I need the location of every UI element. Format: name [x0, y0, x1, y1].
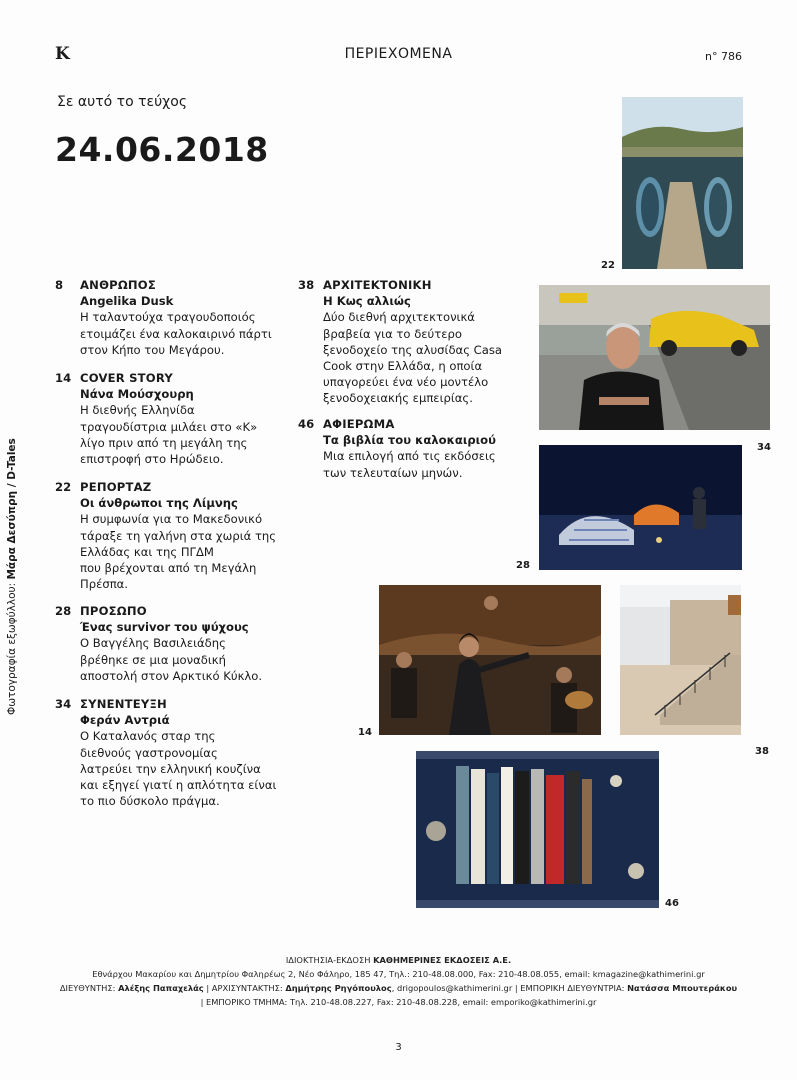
entry-desc-line: Δύο διεθνή αρχιτεκτονικά [323, 310, 475, 325]
commercial-director-name: Νατάσσα Μπουτεράκου [627, 983, 738, 993]
entry-page: 14 [55, 371, 72, 385]
entry-page: 22 [55, 480, 72, 494]
entry-desc-line: διεθνούς γαστρονομίας [80, 745, 218, 760]
commercial-director-label: , drigopoulos@kathimerini.gr | ΕΜΠΟΡΙΚΗ ΔΙΕΥΘΥΝΤΡΙΑ: [391, 983, 625, 993]
page-number: 3 [395, 1042, 402, 1053]
owner-name: ΚΑΘΗΜΕΡΙΝΕΣ ΕΚΔΟΣΕΙΣ Α.Ε. [373, 955, 512, 965]
entry-desc-line: Η διεθνής Ελληνίδα [80, 403, 195, 418]
photo-page-label: 34 [757, 442, 771, 453]
entry-desc-line: Ελλάδας και της ΠΓΔΜ [80, 544, 214, 559]
masthead-line-address: Εθνάρχου Μακαρίου και Δημητρίου Φαληρέως 2, Νέο Φάληρο, 185 47, Τηλ.: 210-48.08.000, Fax: 210-48.08.055, email: kmagazine@kathimerini.gr [92, 969, 705, 979]
photo-architecture[interactable] [620, 585, 741, 735]
cover-photo-credit [6, 438, 18, 715]
masthead-line-owner [0, 953, 797, 967]
entry-page: 38 [298, 278, 315, 292]
editor-label: | ΑΡΧΙΣΥΝΤΑΚΤΗΣ: [206, 983, 283, 993]
entry-page: 34 [55, 697, 72, 711]
owner-label: ΙΔΙΟΚΤΗΣΙΑ-ΕΚΔΟΣΗ [285, 955, 371, 965]
entry-desc-line: ξενοδοχειακής εμπειρίας. [323, 391, 473, 406]
photo-page-label: 22 [601, 260, 615, 271]
photo-page-label: 14 [358, 727, 372, 738]
entry-desc-line: βρέθηκε σε μια μοναδική [80, 652, 226, 667]
director-name: Αλέξης Παπαχελάς [118, 983, 204, 993]
entry-title: Angelika Dusk [80, 294, 174, 309]
entry-title: Η Κως αλλιώς [323, 294, 411, 309]
entry-category: ΣΥΝΕΝΤΕΥΞΗ [80, 697, 167, 711]
entry-desc-line: Cook στην Ελλάδα, η οποία [323, 359, 483, 374]
entry-page: 8 [55, 278, 64, 292]
entry-desc-line: Ο Καταλανός σταρ της [80, 729, 216, 744]
entry-category: COVER STORY [80, 371, 173, 385]
entry-desc-line: λίγο πριν από τη μεγάλη της [80, 435, 248, 450]
entry-category: ΠΡΟΣΩΠΟ [80, 604, 147, 618]
section-title: ΠΕΡΙΕΧΟΜΕΝΑ [344, 46, 453, 62]
credit-label: Φωτογραφία εξωφύλλου: [6, 582, 18, 715]
entry-desc-line: Πρέσπα. [80, 577, 128, 592]
editor-name: Δημήτρης Ρηγόπουλος [285, 983, 392, 993]
issue-number: n° 786 [705, 50, 742, 63]
entry-desc-line: τραγουδίστρια μιλάει στο «K» [80, 419, 258, 434]
photo-books[interactable] [416, 751, 659, 908]
entry-desc-line: που βρέχονται από τη Μεγάλη [80, 561, 257, 576]
entry-desc-line: υπαγορεύει ένα νέο μοντέλο [323, 375, 489, 390]
credit-name: Μάρα Δεσύπρη / D-Tales [6, 438, 18, 580]
issue-subtitle: Σε αυτό το τεύχος [57, 94, 188, 110]
entry-desc-line: Η συμφωνία για το Μακεδονικό [80, 512, 263, 527]
photo-page-label: 38 [755, 746, 769, 757]
entry-desc-line: στον Κήπο του Μεγάρου. [80, 342, 225, 357]
entry-category: ΑΝΘΡΩΠΟΣ [80, 278, 156, 292]
entry-desc-line: Ο Βαγγέλης Βασιλειάδης [80, 636, 226, 651]
entry-desc-line: Μια επιλογή από τις εκδόσεις [323, 449, 496, 464]
entry-category: ΑΦΙΕΡΩΜΑ [323, 417, 395, 431]
entry-title: Τα βιβλία του καλοκαιριού [323, 433, 496, 448]
entry-category: ΑΡΧΙΤΕΚΤΟΝΙΚΗ [323, 278, 432, 292]
entry-category: ΡΕΠΟΡΤΑΖ [80, 480, 152, 494]
entry-title: Νάνα Μούσχουρη [80, 387, 194, 402]
entry-title: Οι άνθρωποι της Λίμνης [80, 496, 238, 511]
entry-desc-line: ετοιμάζει ένα καλοκαιρινό πάρτι [80, 326, 272, 341]
masthead [0, 953, 797, 1009]
director-label: ΔΙΕΥΘΥΝΤΗΣ: [59, 983, 116, 993]
photo-arctic-camp[interactable] [539, 445, 742, 570]
entry-desc-line: αποστολή στον Αρκτικό Κύκλο. [80, 668, 263, 683]
entry-desc-line: λατρεύει την ελληνική κουζίνα [80, 761, 261, 776]
entry-desc-line: Η ταλαντούχα τραγουδοποιός [80, 310, 256, 325]
entry-desc-line: ξενοδοχείο της αλυσίδας Casa [323, 342, 503, 357]
entry-desc-line: τάραξε τη γαλήνη στα χωριά της [80, 528, 277, 543]
photo-lake-boats[interactable] [622, 97, 743, 269]
masthead-line-staff [0, 981, 797, 995]
masthead-line-commercial: | ΕΜΠΟΡΙΚΟ ΤΜΗΜΑ: Τηλ. 210-48.08.227, Fax: 210-48.08.228, email: emporiko@kathimerini.gr [200, 997, 597, 1007]
entry-desc-line: των τελευταίων μηνών. [323, 465, 463, 480]
entry-desc-line: βραβεία για το δεύτερο [323, 326, 462, 341]
entry-page: 28 [55, 604, 72, 618]
entry-title: Ένας survivor του ψύχους [80, 620, 249, 635]
photo-singer-stage[interactable] [379, 585, 601, 735]
photo-page-label: 46 [665, 898, 679, 909]
entry-desc-line: επιστροφή στο Ηρώδειο. [80, 452, 224, 467]
issue-date: 24.06.2018 [55, 130, 269, 169]
magazine-logo: K [55, 44, 70, 64]
photo-chef-taxi[interactable] [539, 285, 770, 430]
entry-desc-line: το πιο δύσκολο πράγμα. [80, 794, 220, 809]
entry-page: 46 [298, 417, 315, 431]
photo-page-label: 28 [516, 560, 530, 571]
entry-title: Φεράν Αντριά [80, 713, 170, 728]
entry-desc-line: και εξηγεί γιατί η απλότητα είναι [80, 778, 277, 793]
